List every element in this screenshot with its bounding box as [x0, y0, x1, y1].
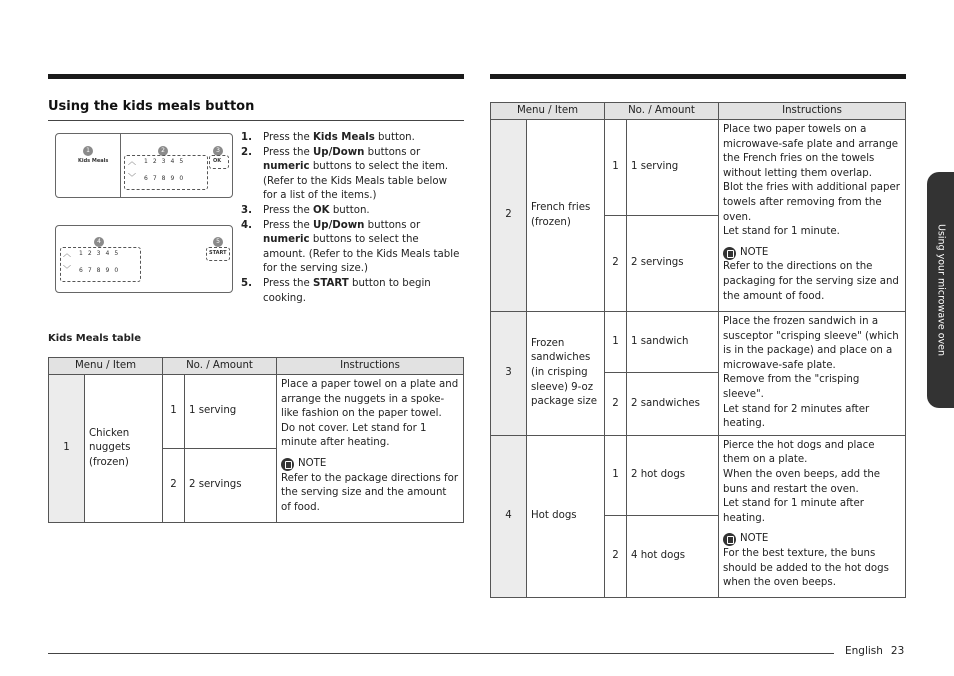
note-label: NOTE: [740, 533, 769, 545]
instruction-text: Pierce the hot dogs and place them on a plate.: [723, 439, 875, 466]
step-number: 1.: [241, 132, 252, 143]
note-text: Refer to the directions on the packaging for the serving size and the amount of food.: [723, 261, 899, 302]
callout-2: 2: [158, 146, 168, 156]
button-name: START: [313, 277, 349, 289]
step-text-part: buttons to select the item. (Refer to the Kids Meals table below for a list of the items.): [263, 161, 449, 202]
keys-row-1: [144, 158, 188, 165]
button-name: Up/Down: [313, 219, 365, 231]
step-4: [241, 219, 463, 277]
instruction-text: Blot the fries with additional paper towels after removing from the oven.: [723, 182, 900, 223]
key-5: 5: [179, 158, 189, 165]
amount-text: 1 sandwich: [627, 312, 719, 373]
section-title-rule: [48, 120, 464, 121]
key-3: 3: [161, 158, 171, 165]
step-text: [263, 146, 463, 204]
menu-number: 3: [491, 312, 527, 436]
amount-number: 2: [163, 449, 185, 523]
key-5: 5: [114, 250, 124, 257]
key-8: 8: [161, 175, 171, 182]
control-panel-illustration-1: [55, 133, 233, 198]
instruction-text: When the oven beeps, add the buns and restart the oven.: [723, 468, 881, 495]
button-name: Kids Meals: [313, 132, 375, 143]
amount-number: 2: [605, 515, 627, 597]
step-2: [241, 146, 463, 204]
step-text-part: Press the: [263, 146, 314, 158]
key-3: 3: [96, 250, 106, 257]
note-icon: [723, 247, 736, 260]
ok-key: OK: [213, 158, 222, 164]
instruction-steps: [241, 131, 463, 306]
instruction-text: Remove from the "crisping sleeve".: [723, 374, 860, 400]
header-no-amount: No. / Amount: [163, 358, 277, 375]
instruction-text: Place the frozen sandwich in a susceptor "crisping sleeve" (which is in the package) and place on a microwave-safe plate.: [723, 316, 899, 371]
instructions-cell: [719, 312, 906, 436]
key-2: 2: [152, 158, 162, 165]
note-heading: [723, 246, 901, 261]
note-heading: [723, 532, 901, 547]
key-4: 4: [105, 250, 115, 257]
step-text-part: Press the: [263, 277, 314, 289]
kids-meals-table-right: [490, 102, 906, 598]
side-tab: [927, 172, 954, 408]
amount-text: 2 hot dogs: [627, 435, 719, 515]
note-text: For the best texture, the buns should be added to the hot dogs when the oven beeps.: [723, 547, 889, 589]
amount-text: 2 servings: [627, 216, 719, 312]
key-0: 0: [114, 267, 124, 274]
step-text-part: Press the: [263, 204, 314, 216]
key-4: 4: [170, 158, 180, 165]
amount-number: 1: [605, 120, 627, 216]
header-row: [491, 103, 906, 120]
keys-row-2: [144, 175, 188, 182]
note-icon: [281, 458, 294, 471]
header-instructions: Instructions: [277, 358, 464, 375]
instruction-text: Let stand for 2 minutes after heating.: [723, 403, 870, 430]
header-no-amount: No. / Amount: [605, 103, 719, 120]
step-text-part: Press the: [263, 132, 314, 143]
key-1: 1: [144, 158, 153, 165]
page-number: 23: [890, 645, 905, 657]
step-text: [263, 277, 463, 306]
instruction-text: Do not cover. Let stand for 1 minute after heating.: [281, 422, 427, 449]
amount-number: 1: [605, 312, 627, 373]
down-key-icon: ﹀: [128, 173, 136, 182]
amount-text: 4 hot dogs: [627, 515, 719, 597]
button-name: numeric: [263, 161, 310, 173]
step-text: [263, 131, 415, 146]
amount-text: 1 serving: [627, 120, 719, 216]
callout-4: 4: [94, 237, 104, 247]
button-name: OK: [313, 204, 330, 216]
step-3: [241, 204, 463, 219]
top-rule-right: [490, 74, 906, 79]
instruction-text: Let stand for 1 minute after heating.: [723, 498, 864, 524]
key-2: 2: [87, 250, 97, 257]
menu-item: Frozen sandwiches (in crisping sleeve) 9-oz package size: [527, 312, 605, 436]
key-6: 6: [144, 175, 153, 182]
key-7: 7: [152, 175, 162, 182]
step-text-part: button.: [329, 204, 370, 216]
kids-meals-table-left: [48, 357, 464, 523]
step-number: 3.: [241, 204, 252, 216]
key-7: 7: [87, 267, 97, 274]
button-name: numeric: [263, 234, 310, 246]
down-key-icon: ﹀: [63, 265, 71, 274]
table-row: [49, 375, 464, 449]
header-instructions: Instructions: [719, 103, 906, 120]
instruction-text: Let stand for 1 minute.: [723, 226, 840, 238]
instructions-cell: [719, 120, 906, 312]
amount-number: 2: [605, 216, 627, 312]
callout-3: 3: [213, 146, 223, 156]
side-tab-label: Using your microwave oven: [935, 224, 946, 356]
instructions-cell: [277, 375, 464, 523]
footer: [845, 645, 904, 657]
note-icon: [723, 533, 736, 546]
instruction-text: Place a paper towel on a plate and arrange the nuggets in a spoke-like fashion on the paper towel.: [281, 379, 459, 420]
step-1: [241, 131, 463, 146]
callout-5: 5: [213, 237, 223, 247]
instruction-text: Place two paper towels on a microwave-safe plate and arrange the French fries on the towels without letting them overlap.: [723, 124, 899, 179]
note-text: Refer to the package directions for the serving size and the amount of food.: [281, 472, 459, 513]
menu-number: 4: [491, 435, 527, 597]
step-text-part: buttons or: [364, 219, 421, 231]
kids-meals-key: Kids Meals: [78, 158, 109, 164]
section-title: Using the kids meals button: [48, 99, 255, 114]
menu-number: 2: [491, 120, 527, 312]
keys-row-1: [79, 250, 123, 257]
top-rule-left: [48, 74, 464, 79]
menu-item: Hot dogs: [527, 435, 605, 597]
amount-text: 2 servings: [185, 449, 277, 523]
key-1: 1: [79, 250, 88, 257]
instructions-cell: [719, 435, 906, 597]
header-menu-item: Menu / Item: [49, 358, 163, 375]
header-menu-item: Menu / Item: [491, 103, 605, 120]
key-0: 0: [179, 175, 189, 182]
step-number: 2.: [241, 146, 252, 158]
amount-text: 1 serving: [185, 375, 277, 449]
step-text: [263, 204, 370, 219]
up-key-icon: ︿: [128, 157, 136, 166]
table-row: [491, 312, 906, 373]
footer-language: English: [845, 645, 883, 657]
table-row: [491, 120, 906, 216]
step-text-part: buttons to select the amount. (Refer to the Kids Meals table for the serving size.): [263, 234, 460, 275]
callout-1: 1: [83, 146, 93, 156]
note-label: NOTE: [298, 457, 327, 469]
amount-number: 2: [605, 373, 627, 435]
key-8: 8: [96, 267, 106, 274]
step-text-part: button.: [374, 132, 415, 143]
note-heading: [281, 457, 459, 472]
step-5: [241, 277, 463, 306]
key-9: 9: [170, 175, 180, 182]
amount-text: 2 sandwiches: [627, 373, 719, 435]
header-row: [49, 358, 464, 375]
step-text-part: Press the: [263, 219, 314, 231]
kids-meals-table-title: Kids Meals table: [48, 333, 142, 344]
start-key: START: [209, 250, 227, 256]
amount-number: 1: [605, 435, 627, 515]
control-panel-illustration-2: [55, 225, 233, 293]
step-number: 4.: [241, 219, 252, 231]
step-text: [263, 219, 463, 277]
step-text-part: buttons or: [364, 146, 421, 158]
menu-number: 1: [49, 375, 85, 523]
menu-item: French fries (frozen): [527, 120, 605, 312]
table-row: [491, 435, 906, 515]
key-9: 9: [105, 267, 115, 274]
note-label: NOTE: [740, 246, 769, 258]
key-6: 6: [79, 267, 88, 274]
footer-rule: [48, 653, 834, 654]
keys-row-2: [79, 267, 123, 274]
up-key-icon: ︿: [63, 249, 71, 258]
button-name: Up/Down: [313, 146, 365, 158]
step-number: 5.: [241, 277, 252, 289]
amount-number: 1: [163, 375, 185, 449]
step-text-part: button to begin cooking.: [263, 277, 431, 304]
menu-item: Chicken nuggets (frozen): [85, 375, 163, 523]
